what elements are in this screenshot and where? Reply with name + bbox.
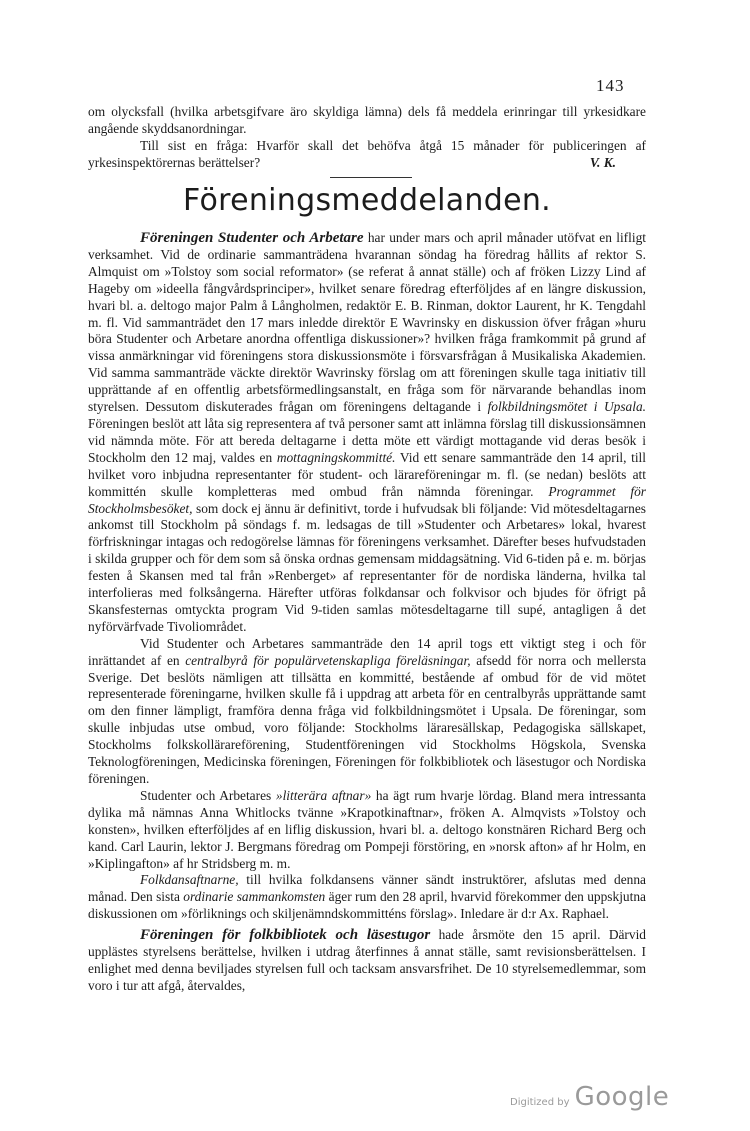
article-body	[88, 230, 646, 995]
section-divider	[330, 177, 412, 178]
paragraph-folkdansaftnarne: Folkdansaftnarne, till hvilka folkdansens vänner sändt instruktörer, afslutas med denna månad. Den sista ordinarie sammankomsten äger rum den 28 april, hvarvid förekommer den uppskjutna diskussionen om »förliknings och skiljenämndskommitténs förslag». Inledare är d:r Ax. Raphael.	[88, 872, 646, 922]
paragraph-question: Till sist en fråga: Hvarför skall det behöfva åtgå 15 månader för publiceringen af yrkesinspektörernas berättelser? V. K.	[88, 137, 646, 170]
google-logo: Google	[574, 1082, 670, 1112]
paragraph-litterara-aftnar: Studenter och Arbetares »litterära aftnar» ha ägt rum hvarje lördag. Bland mera intressanta dylika må nämnas Anna Whitlocks tvänne »Krapotkinaftnar», fröken A. Almqvists »Tolstoy och konsten», hvilken efterföljdes af en liflig diskussion, hvari bl. a. deltogo konstnären Richard Berg och kand. Carl Laurin, lektor J. Bergmans föredrag om Pompeji förstöring, en »norsk afton» af hr Holm, en »Kiplingafton» af hr Stridsberg m. m.	[88, 787, 646, 871]
author-signature: V. K.	[589, 154, 616, 170]
page-number: 143	[596, 76, 625, 95]
paragraph-folkbibliotek: Föreningen för folkbibliotek och läsestugor hade årsmöte den 15 april. Därvid upplästes styrelsens berättelse, hvilken i utdrag återfinnes å annat ställe, samt revisionsberättelsen. I enlighet med denna beviljades styrelsen full och tacksam ansvarsfrihet. De 10 styrelsemedlemmar, som voro i tur att afgå, återvaldes,	[88, 927, 647, 993]
digitized-watermark	[510, 1082, 669, 1112]
continued-text	[88, 104, 646, 172]
paragraph-continued: om olycksfall (hvilka arbetsgifvare äro skyldiga lämna) dels få meddela erinringar till yrkesidkare angående skyddsanordningar.	[88, 104, 646, 136]
lead-studenter-och-arbetare: Föreningen Studenter och Arbetare	[140, 230, 364, 246]
lead-folkbibliotek: Föreningen för folkbibliotek och läsestugor	[140, 927, 431, 944]
paragraph-centralbyra: Vid Studenter och Arbetares sammanträde den 14 april togs ett viktigt steg i och för inrättandet af en centralbyrå för populärvetenskapliga föreläsningar, afsedd för norra och mellersta Sverige. Det beslöts nämligen att tillsätta en kommitté, bestående af ombud för de vid mötet representerade föreningarne, hvilken skulle få i uppdrag att arbeta för en centralbyrås upprättande samt om den finner lämpligt, framföra denna fråga vid folkbildningsmötet i Upsala. De föreningar, som skulle inbjudas utse ombud, voro följande: Stockholms läraresällskap, Pedagogiska sällskapet, Stockholms folkskollärareförening, Studentföreningen vid Stockholms Högskola, Svenska Teknologföreningen, Medicinska föreningen, Föreningen för folkbibliotek och läsestugor och Nordiska föreningen.	[88, 635, 647, 786]
paragraph-studenter-och-arbetare: Föreningen Studenter och Arbetare har under mars och april månader utöfvat en lifligt verksamhet. Vid de ordinarie sammanträdena hvarannan söndag ha föredrag hållits af rektor S. Almquist om »Tolstoy som social reformator» (se referat å annat ställe) och af fröken Lizzy Lind af Hageby om »ideella fångvårdsprinciper», hvilket senare föredrag efterföljdes af en längre diskussion, hvari bl. a. deltogo major Palm å Långholmen, redaktör E. B. Rinman, doktor Laurent, hr K. Tengdahl m. fl. Vid sammanträdet den 17 mars inledde direktör E Wavrinsky en diskussion öfver frågan »huru böra Studenter och Arbetare anordna offentliga diskussioner»? hvilken fråga framkommit på grund af vissa anmärkningar vid föreningens stora diskussionsmöte i försvarsfrågan å Musikaliska Akademien. Vid samma sammanträde väckte direktör Wavrinsky förslag om att föreningen skulle taga initiativ till upprättande af en offentlig arbetsförmedlingsanstalt, en fråga som för närvarande behandlas inom styrelsen. Dessutom diskuterades frågan om föreningens deltagande i folkbildningsmötet i Upsala. Föreningen beslöt att låta sig representera af två personer samt att inlämna förslag till diskussionsämnen vid nämnda möte. För att bereda deltagarne i detta möte ett värdigt mottagande vid deras besök i Stockholm den 12 maj, valdes en mottagningskommitté. Vid ett senare sammanträde den 14 april, till hvilket voro inbjudna representanter för student- och lärareföreningar m. fl. (se nedan) beslöts att kommittén skulle kompletteras med ombud från nämnda föreningar. Programmet för Stockholmsbesöket, som dock ej ännu är definitivt, torde i hufvudsak bli följande: Vid mötesdeltagarnes ankomst till Stockholm på söndags f. m. ledsagas de till »Studenter och Arbetares» lokal, hvarest förfriskningar intagas och redogörelse lämnas för föreningens verksamhet. Därefter beses hufvudstaden i skilda grupper och för dem som så önska ordnas gemensam middagsätning. Vid 6-tiden på e. m. börjas festen å Skansen med tal från »Renberget» af representanter för de nordiska länderna, hvilka tal interfolieras med folksångerna. Härefter utföras folkdansar och folkvisor och bjudes för öfrigt på Skansfesternas omtyckta program Vid 9-tiden samlas mötesdeltagarne till supé, antagligen å det nyförvärfvade Tivoliområdet.	[88, 230, 646, 634]
section-heading: Föreningsmeddelanden.	[182, 183, 551, 218]
watermark-prefix: Digitized by	[510, 1097, 570, 1108]
